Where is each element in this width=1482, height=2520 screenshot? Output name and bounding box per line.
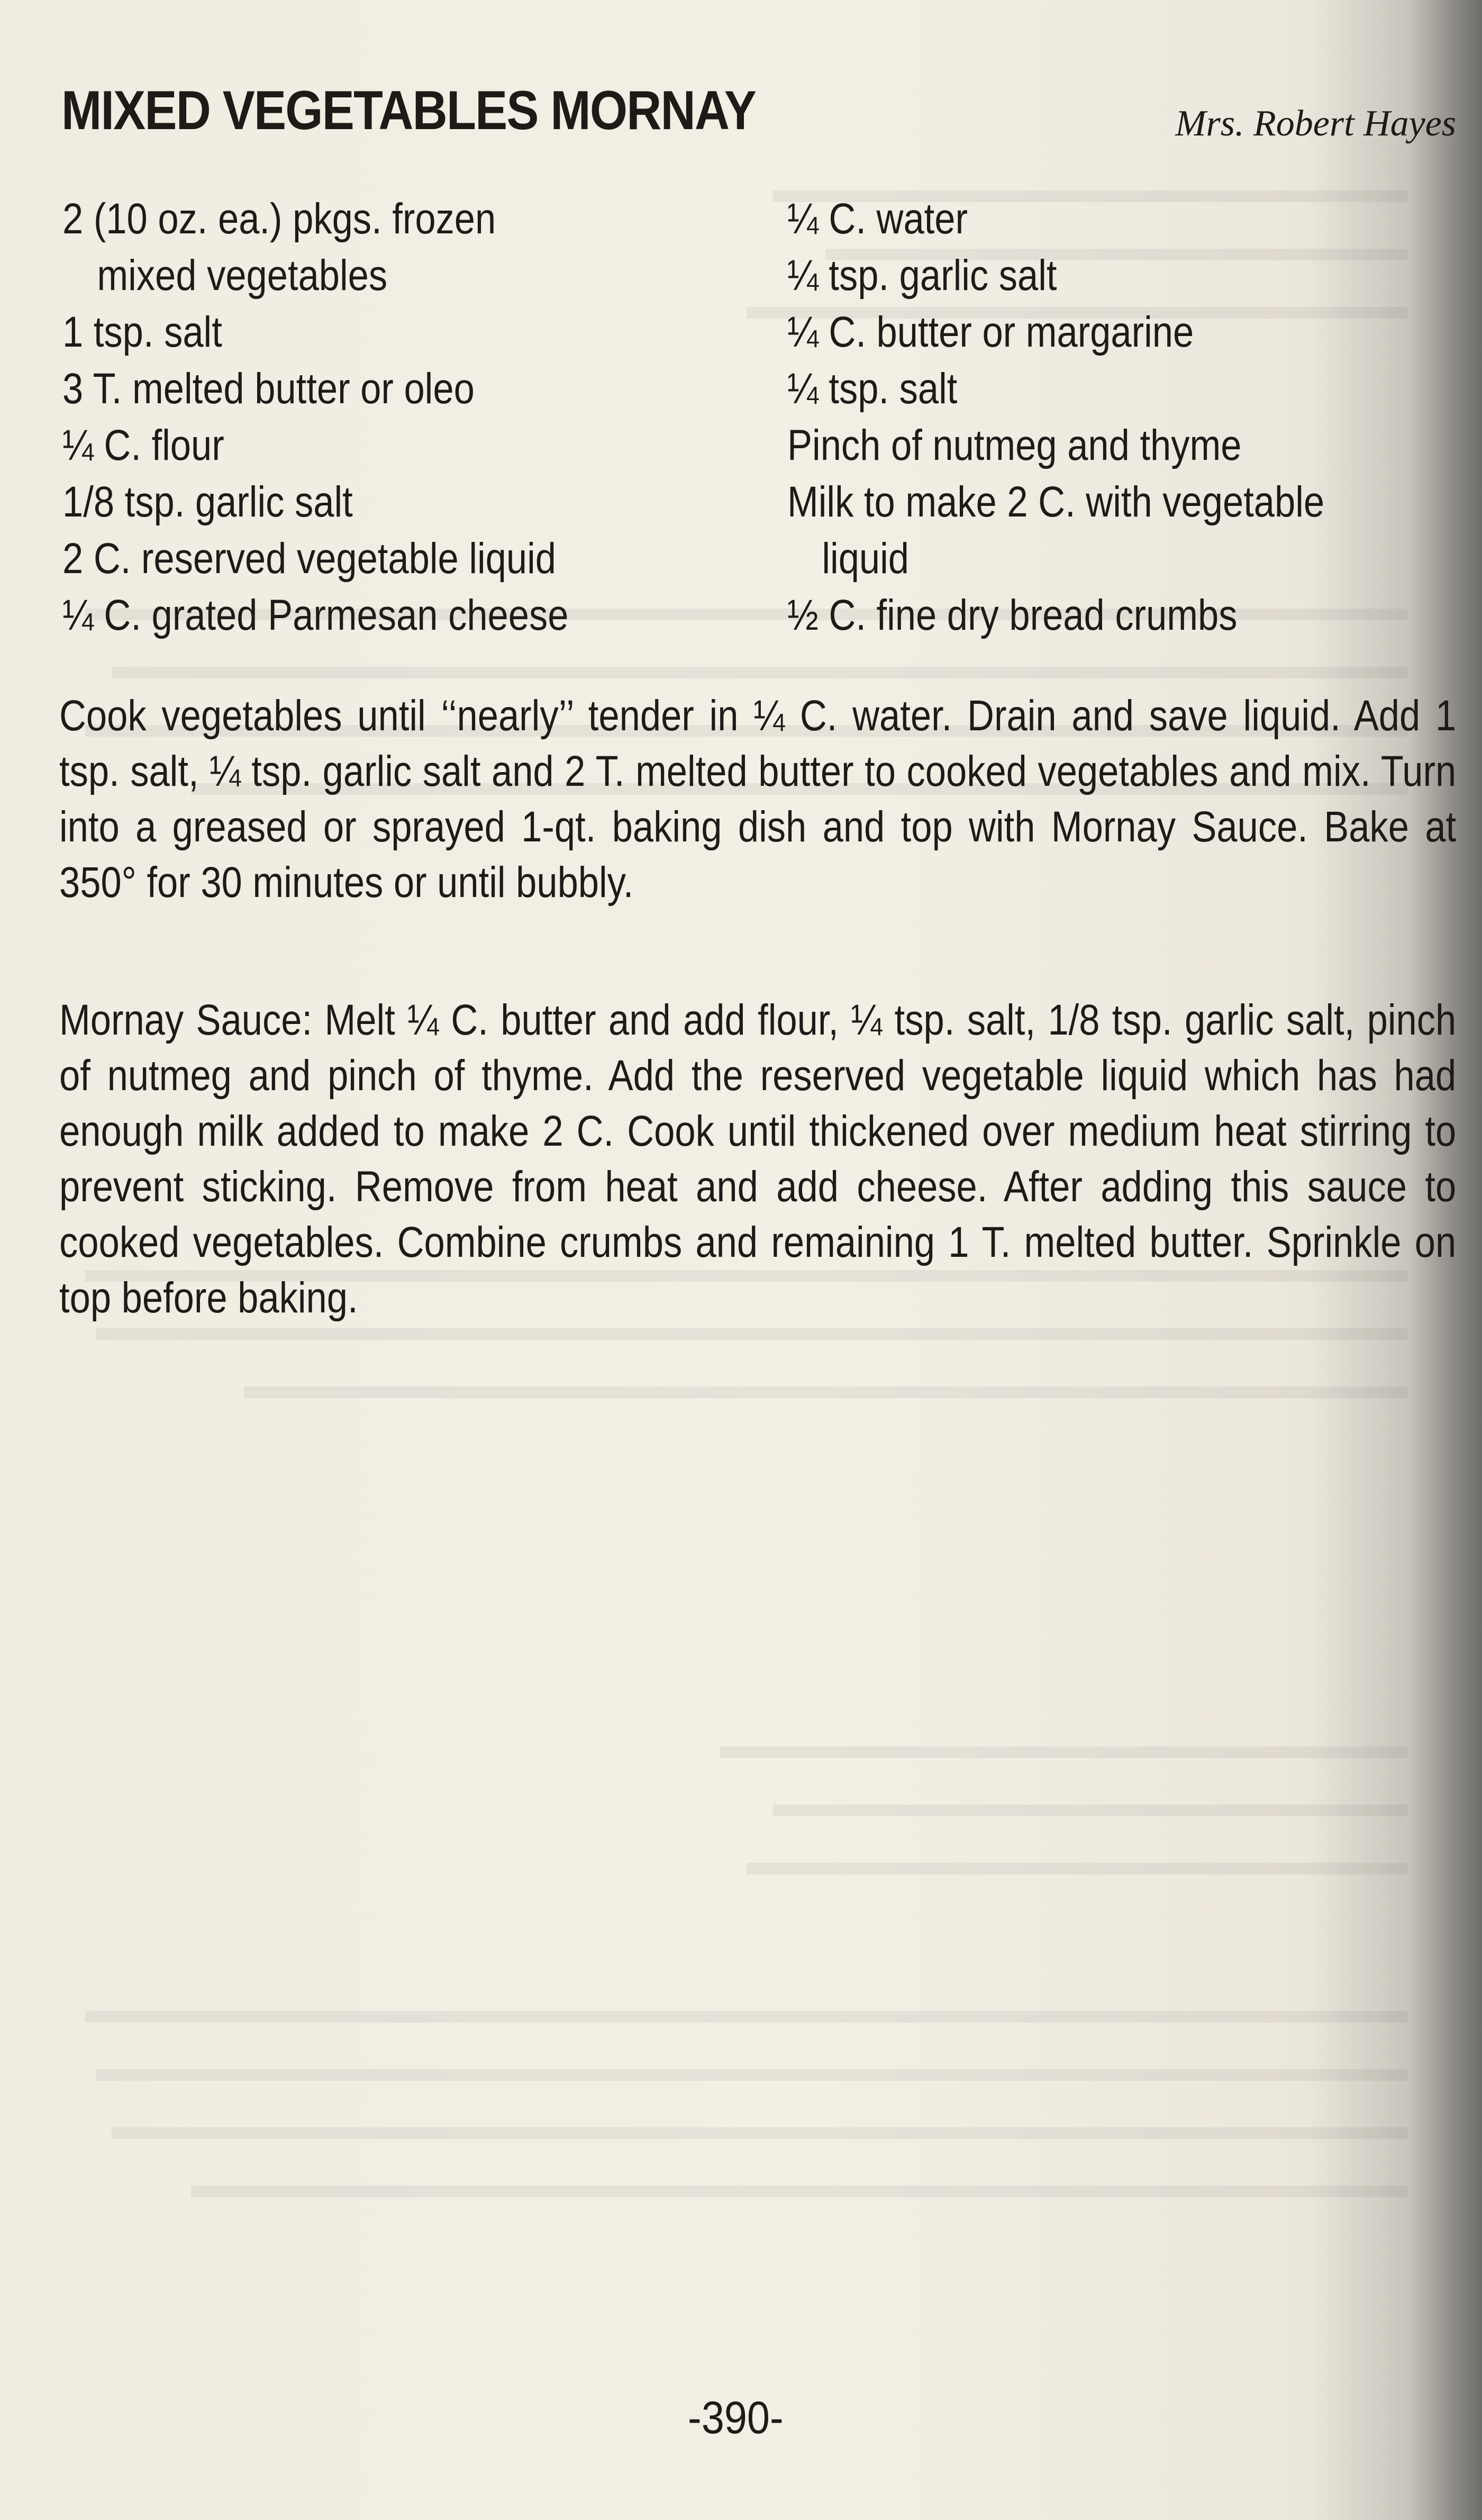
- ingredient-item: ¼ tsp. salt: [787, 365, 958, 413]
- directions-text: Cook vegetables until ‘‘nearly’’ tender in ¼ C. water. Drain and save liquid. Add 1 tsp. salt, ¼ tsp. garlic salt and 2 T. melted butter to cooked vegetables and mix. Turn into a greased or sprayed 1-qt. baking dish and top with Mornay Sauce. Bake at 350° for 30 minutes or until bubbly.: [59, 692, 1457, 907]
- recipe-header: [59, 79, 1456, 153]
- ingredient-item: 2 C. reserved vegetable liquid: [62, 534, 556, 583]
- recipe-content: [59, 79, 1457, 1322]
- ingredient-item: ¼ tsp. garlic salt: [787, 251, 1057, 300]
- ingredient-item: ¼ C. water: [787, 195, 968, 243]
- ingredient-item: liquid: [822, 534, 910, 583]
- ingredients-left-column: [62, 191, 568, 643]
- ingredient-item: Milk to make 2 C. with vegetable: [787, 478, 1325, 526]
- ingredient-item: 2 (10 oz. ea.) pkgs. frozen: [62, 195, 496, 243]
- ingredient-item: ½ C. fine dry bread crumbs: [787, 591, 1238, 639]
- ingredient-item: ¼ C. butter or margarine: [787, 308, 1194, 356]
- ingredient-item: 3 T. melted butter or oleo: [62, 365, 475, 413]
- ingredient-item: 1/8 tsp. garlic salt: [62, 478, 353, 526]
- sauce-directions-text: Mornay Sauce: Melt ¼ C. butter and add flour, ¼ tsp. salt, 1/8 tsp. garlic salt, pinch of nutmeg and pinch of thyme. Add the reserved vegetable liquid which has had enough milk added to make 2 C. Cook until thickened over medium heat stirring to prevent sticking. Remove from heat and add cheese. After adding this sauce to cooked vegetables. Combine crumbs and remaining 1 T. melted butter. Sprinkle on top before baking.: [59, 996, 1457, 1322]
- ingredients-list: [59, 191, 1456, 667]
- directions-paragraph: [59, 688, 1456, 910]
- ingredient-item: Pinch of nutmeg and thyme: [787, 421, 1242, 469]
- ingredient-item: mixed vegetables: [97, 251, 388, 300]
- ingredients-right-column: [787, 191, 1324, 643]
- page-number-text: -390-: [688, 2392, 784, 2443]
- recipe-author: Mrs. Robert Hayes: [1175, 103, 1456, 144]
- ingredient-item: ¼ C. grated Parmesan cheese: [62, 591, 569, 639]
- recipe-title: MIXED VEGETABLES MORNAY: [61, 80, 756, 141]
- ingredient-item: ¼ C. flour: [62, 421, 224, 469]
- page-number: [0, 2392, 1482, 2444]
- ingredient-item: 1 tsp. salt: [62, 308, 222, 356]
- sauce-directions-paragraph: [59, 992, 1456, 1326]
